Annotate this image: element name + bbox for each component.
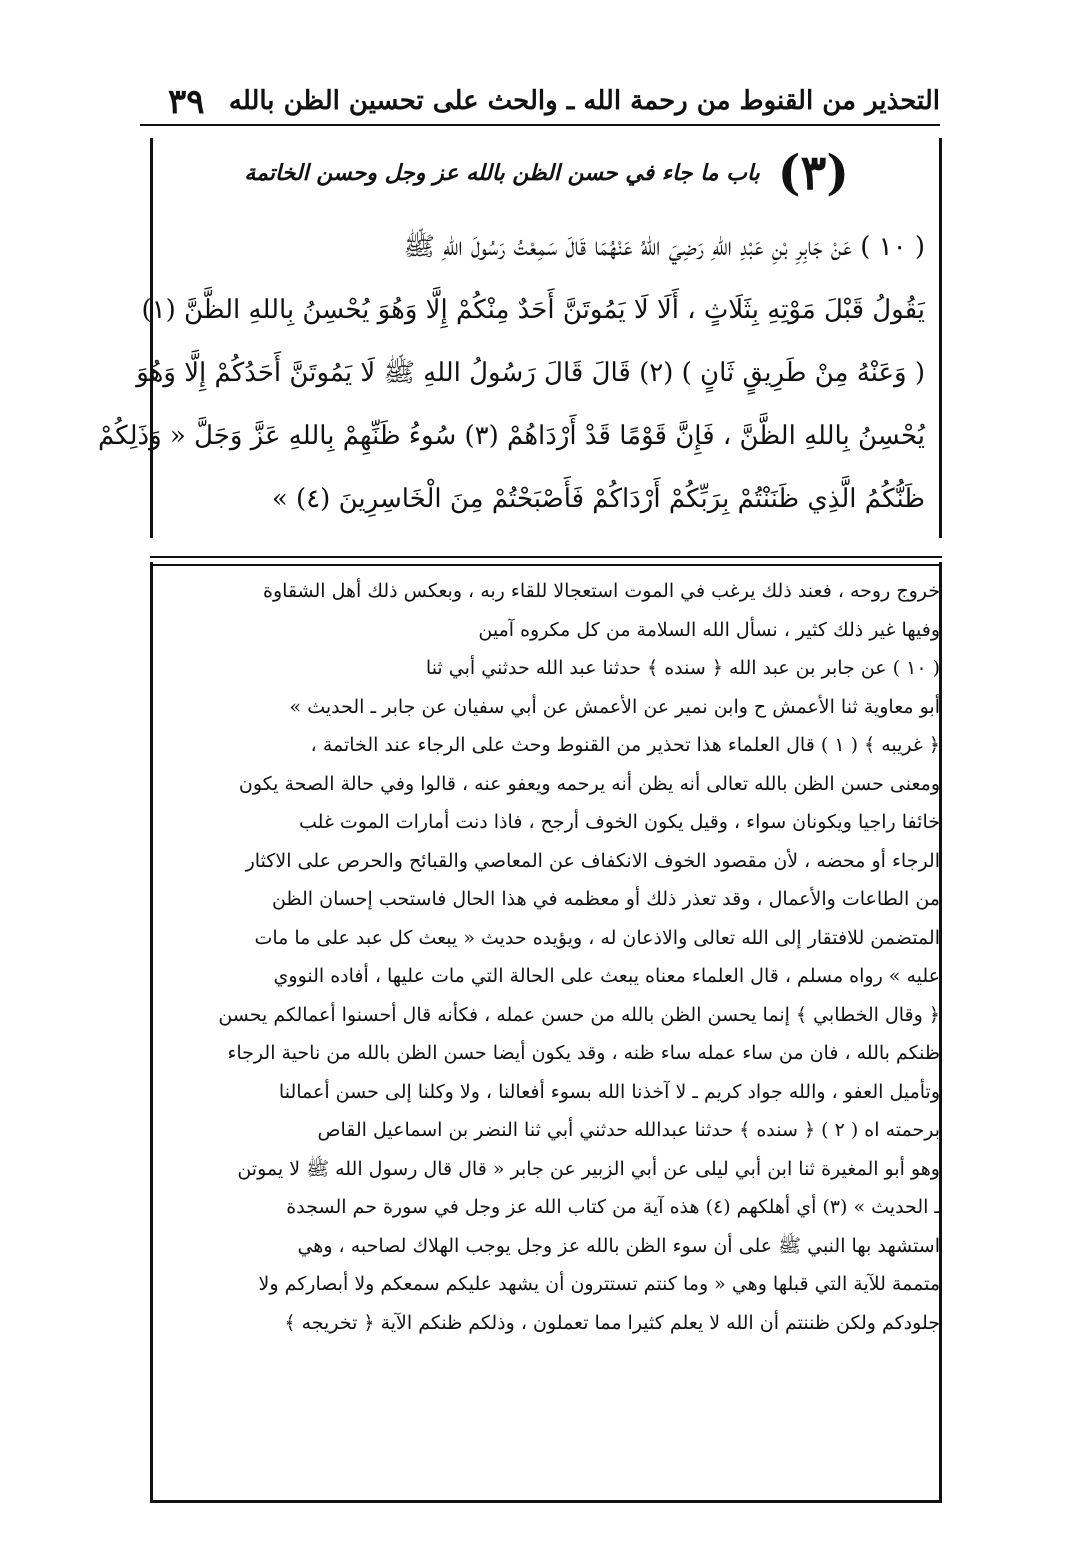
commentary-line: المتضمن للافتقار إلى الله تعالى والاذعان له ، ويؤيده حديث « يبعث كل عبد على ما مات xyxy=(254,926,940,949)
commentary-line: ﴿ وقال الخطابي ﴾ إنما يحسن الظن بالله من حسن عمله ، فكأنه قال أحسنوا أعمالكم يحسن xyxy=(218,1003,940,1026)
commentary-line: عليه » رواه مسلم ، قال العلماء معناه يبعث على الحالة التي مات عليها ، أفاده النووي xyxy=(273,965,940,987)
commentary-line: ـ الحديث » (٣) أي أهلكهم (٤) هذه آية من كتاب الله عز وجل في سورة حم السجدة xyxy=(286,1196,940,1218)
section-divider xyxy=(150,556,942,566)
hadith-line: يُحْسِنُ بِاللهِ الظَّنَّ ، فَإِنَّ قَوْمًا قَدْ أَرْدَاهُمْ (٣) سُوءُ ظَنِّهِمْ بِاللهِ عَزَّ وَجَلَّ « وَذَلِكُمْ xyxy=(97,421,925,451)
commentary-text xyxy=(148,572,940,1342)
hadith-text xyxy=(97,216,925,531)
commentary-line: وتأميل العفو ، والله جواد كريم ـ لا آخذنا الله بسوء أفعالنا ، ولا وكلنا إلى حسن أعمالنا xyxy=(278,1080,940,1103)
chapter-heading xyxy=(169,138,849,208)
hadith-box xyxy=(97,138,942,538)
commentary-line: ظنكم بالله ، فان من ساء عمله ساء ظنه ، وقد يكون أيضا حسن الظن بالله من ناحية الرجاء xyxy=(227,1042,940,1064)
commentary-line: خروج روحه ، فعند ذلك يرغب في الموت استعجالا للقاء ربه ، وبعكس ذلك أهل الشقاوة xyxy=(263,580,940,602)
commentary-line: ومعنى حسن الظن بالله تعالى أنه يظن أنه يرحمه ويعفو عنه ، قالوا وفي حالة الصحة يكون xyxy=(238,772,940,795)
commentary-line: وفيها غير ذلك كثير ، نسأل الله السلامة من كل مكروه آمين xyxy=(478,618,940,641)
hadith-line: ( ١٠ ) عَنْ جَابِرِ بْنِ عَبْدِ اللهِ رَضِيَ اللهُ عَنْهُمَا قَالَ سَمِعْتُ رَسُولَ اللهِ ﷺ xyxy=(403,232,925,262)
page-number: ٣٩ xyxy=(168,82,205,122)
commentary-line: ﴿ غريبه ﴾ ( ١ ) قال العلماء هذا تحذير من القنوط وحث على الرجاء عند الخاتمة ، xyxy=(310,734,940,756)
chapter-number: (٣) xyxy=(777,145,849,201)
frame-bottom-rule xyxy=(150,1500,942,1503)
commentary-line: الرجاء أو محضه ، لأن مقصود الخوف الانكفاف عن المعاصي والقبائح والحرص على الاكثار xyxy=(245,849,940,872)
commentary-line: استشهد بها النبي ﷺ على أن سوء الظن بالله عز وجل يوجب الهلاك لصاحبه ، وهي xyxy=(297,1234,940,1257)
hadith-line: ( وَعَنْهُ مِنْ طَرِيقٍ ثَانٍ ) (٢) قَالَ قَالَ رَسُولُ اللهِ ﷺ لَا يَمُوتَنَّ أَحَدُكُمْ إِلَّا وَهُوَ xyxy=(136,358,925,388)
commentary-line: أبو معاوية ثنا الأعمش ح وابن نمير عن الأعمش عن أبي سفيان عن جابر ـ الحديث » xyxy=(289,695,940,718)
commentary-line: خائفا راجيا ويكونان سواء ، وقيل يكون الخوف أرجح ، فاذا دنت أمارات الموت غلب xyxy=(299,811,940,833)
commentary-line: من الطاعات والأعمال ، وقد تعذر ذلك أو معظمه في هذا الحال فاستحب إحسان الظن xyxy=(271,888,940,910)
commentary-line: ( ١٠ ) عن جابر بن عبد الله ﴿ سنده ﴾ حدثنا عبد الله حدثني أبي ثنا xyxy=(425,657,940,679)
page-header xyxy=(140,80,940,126)
commentary-line: جلودكم ولكن ظننتم أن الله لا يعلم كثيرا مما تعملون ، وذلكم ظنكم الآية ﴿ تخريجه ﴾ xyxy=(284,1311,940,1334)
hadith-line: ظَنُّكُمُ الَّذِي ظَنَنْتُمْ بِرَبِّكُمْ أَرْدَاكُمْ فَأَصْبَحْتُمْ مِنَ الْخَاسِرِينَ (٤) » xyxy=(271,484,925,514)
commentary-line: متممة للآية التي قبلها وهي « وما كنتم تستترون أن يشهد عليكم سمعكم ولا أبصاركم ولا xyxy=(258,1273,940,1295)
chapter-title: باب ما جاء في حسن الظن بالله عز وجل وحسن الخاتمة xyxy=(244,159,760,186)
running-title: التحذير من القنوط من رحمة الله ـ والحث على تحسين الظن بالله xyxy=(228,86,940,116)
hadith-line: يَقُولُ قَبْلَ مَوْتِهِ بِثَلَاثٍ ، أَلَا لَا يَمُوتَنَّ أَحَدٌ مِنْكُمْ إِلَّا وَهُوَ يُحْسِنُ بِاللهِ الظَّنَّ (١) xyxy=(141,295,925,325)
commentary-line: برحمته اه ( ٢ ) ﴿ سنده ﴾ حدثنا عبدالله حدثني أبي ثنا النضر بن اسماعيل القاص xyxy=(317,1119,940,1141)
commentary-line: وهو أبو المغيرة ثنا ابن أبي ليلى عن أبي الزبير عن جابر « قال قال رسول الله ﷺ لا يموتن xyxy=(237,1157,940,1180)
